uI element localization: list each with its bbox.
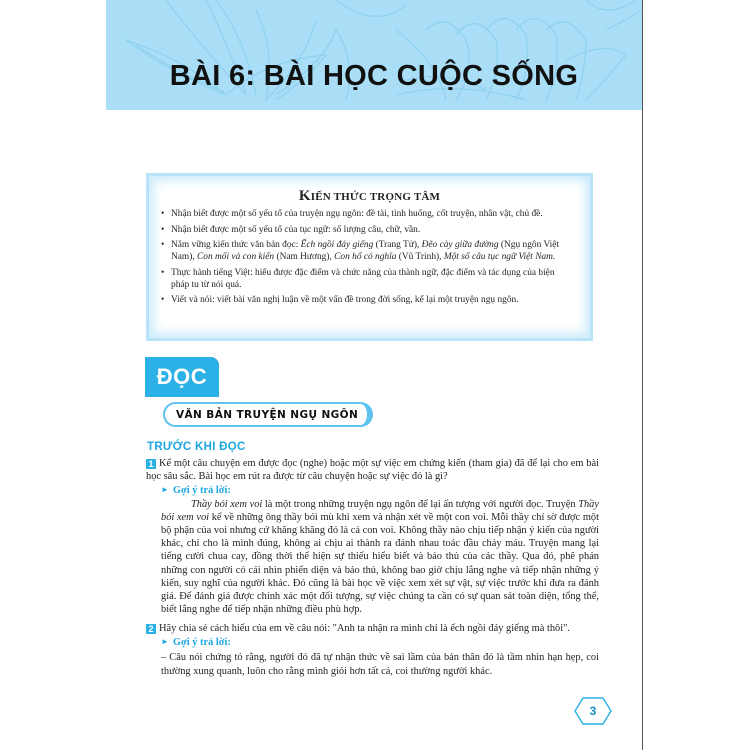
answer-1: Thầy bói xem voi là một trong những truyện ngụ ngôn để lại ấn tượng với người đọc. Truyện Thầy bói xem voi kể về những ông thầy bói mù khi xem và nhận xét về một con voi. Mỗi thầy chỉ sờ được một bộ phận của voi nhưng cứ khăng khăng đó là cả con voi. Không thầy nào chịu tiếp nhận ý kiến của người khác, chỉ cho là mình đúng, không ai chịu ai thành ra đánh nhau toác đầu chảy máu. Truyện mang lại tiếng cười chua cay, đồng thời thể hiện sự thiếu hiểu biết và bảo thủ của các thầy. Qua đó, phê phán những con người có cái nhìn phiến diện và bảo thủ, không bao giờ chịu lắng nghe và tiếp nhận những ý kiến, suy nghĩ của người khác. Đó cũng là bài học về việc xem xét sự vật, sự việc trước khi đưa ra đánh giá. Để đánh giá được chính xác một đối tượng, sự việc chúng ta cần có sự quan sát toàn diện, tổng thể, biết lắng nghe để tiếp nhận những điều phù hợp.	[161, 498, 599, 616]
question-number-badge: 2	[146, 624, 156, 634]
hint-label: ► Gợi ý trả lời:	[161, 637, 231, 649]
page-number: 3	[574, 697, 612, 725]
question-2-prompt: 2 Hãy chia sẻ cách hiểu của em về câu nói: "Anh ta nhận ra mình chỉ là ếch ngồi đáy giếng mà thôi".	[146, 622, 599, 635]
key-knowledge-title: KIẾN THỨC TRỌNG TÂM	[298, 188, 441, 204]
question-2	[146, 622, 599, 678]
key-knowledge-item: • Nhận biết được một số yếu tố của tục ngữ: số lượng câu, chữ, vần.	[161, 224, 574, 236]
key-knowledge-item: • Viết và nói: viết bài văn nghị luận về một vấn đề trong đời sống, kể lại một truyện ngụ ngôn.	[161, 294, 574, 306]
triangle-right-icon: ►	[161, 485, 169, 495]
section-tag-reading: ĐỌC	[145, 357, 219, 397]
question-1	[146, 457, 599, 616]
lotus-decoration-icon	[106, 0, 642, 110]
lesson-title: BÀI 6: BÀI HỌC CUỘC SỐNG	[169, 60, 579, 92]
section-heading: TRƯỚC KHI ĐỌC	[147, 441, 246, 453]
key-knowledge-item: • Nhận biết được một số yếu tố của truyện ngụ ngôn: đề tài, tình huống, cốt truyện, nhân vật, chủ đề.	[161, 208, 574, 220]
lesson-banner	[106, 0, 642, 110]
key-knowledge-item: • Nắm vững kiến thức văn bản đọc: Ếch ngồi đáy giếng (Trang Tử), Đẽo cày giữa đường (Ngụ ngôn Việt Nam), Con mối và con kiến (Nam Hương), Con hổ có nghĩa (Vũ Trinh), Một số câu tục ngữ Việt Nam.	[161, 239, 574, 263]
question-1-prompt: 1 Kể một câu chuyện em được đọc (nghe) hoặc một sự việc em chứng kiến (tham gia) đã để lại cho em bài học sâu sắc. Bài học em rút ra được từ câu chuyện hoặc sự việc đó là gì?	[146, 458, 599, 483]
question-number-badge: 1	[146, 459, 156, 469]
page-spine-line	[642, 0, 643, 750]
subsection-pill: VĂN BẢN TRUYỆN NGỤ NGÔN	[163, 402, 373, 427]
key-knowledge-list	[149, 208, 590, 306]
hint-label: ► Gợi ý trả lời:	[161, 485, 231, 497]
triangle-right-icon: ►	[161, 637, 169, 647]
key-knowledge-box	[146, 173, 593, 341]
key-knowledge-item: • Thực hành tiếng Việt: hiểu được đặc điểm và chức năng của thành ngữ, đặc điểm và tác dụng của biện pháp tu từ nói quá.	[161, 267, 574, 291]
answer-2: – Câu nói chứng tỏ rằng, người đó đã tự nhận thức về sai lầm của bản thân đó là tầm nhìn hạn hẹp, coi thường xung quanh, luôn cho rằng mình giỏi hơn tất cả, coi thường người khác.	[161, 652, 599, 677]
